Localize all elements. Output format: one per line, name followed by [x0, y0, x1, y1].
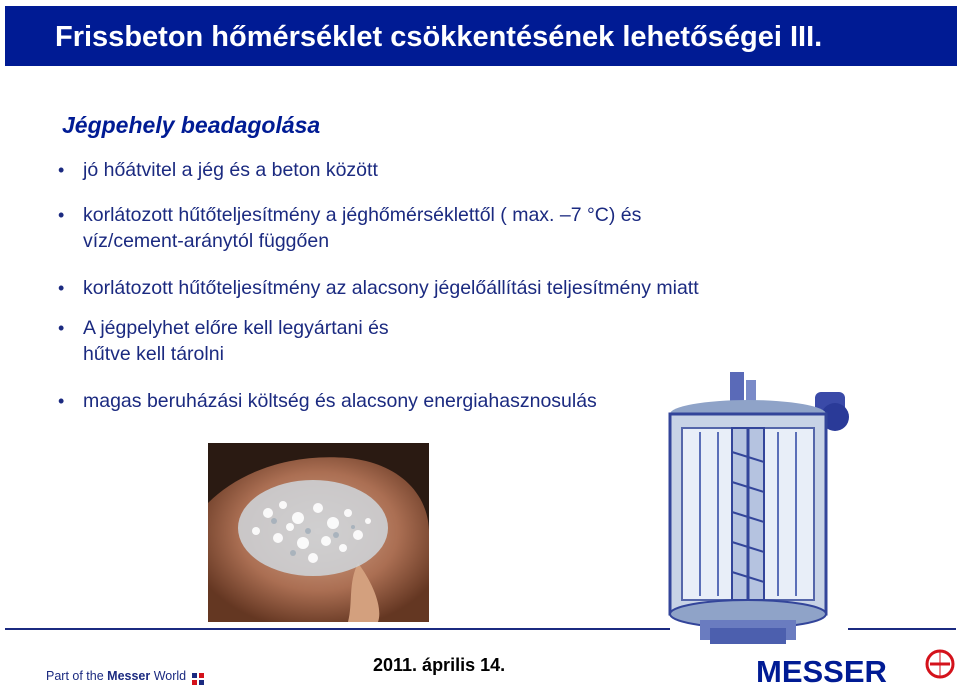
bullet-text-continued: hűtve kell tárolni	[83, 343, 224, 365]
messer-dots-icon	[192, 671, 212, 687]
ice-flakes-hand-photo	[208, 443, 429, 622]
bullet-text: • A jégpelyhet előre kell legyártani és	[83, 317, 389, 339]
tagline-suffix: World	[150, 669, 187, 683]
messer-logo	[756, 648, 956, 691]
bullet-item	[54, 315, 389, 367]
footer-date: 2011. április 14.	[373, 655, 506, 675]
bullet-text-continued: víz/cement-aránytól függően	[83, 230, 330, 252]
bullet-text: • korlátozott hűtőteljesítmény a jéghőmérséklettől ( max. –7 °C) és	[83, 204, 642, 226]
bullet-item	[54, 202, 641, 254]
footer-divider-right	[848, 628, 956, 630]
slide-title: Frissbeton hőmérséklet csökkentésének lehetőségei III.	[55, 21, 823, 53]
logo-text: MESSER	[756, 654, 887, 689]
tagline-brand: Messer	[107, 669, 151, 683]
footer-tagline	[46, 669, 186, 683]
bullet-text: • korlátozott hűtőteljesítmény az alacsony jégelőállítási teljesítmény miatt	[83, 277, 699, 299]
bullet-text: • magas beruházási költség és alacsony energiahasznosulás	[83, 390, 597, 412]
bullet-item	[54, 275, 699, 301]
slide-subtitle: Jégpehely beadagolása	[62, 112, 321, 138]
bullet-item	[54, 157, 378, 183]
bullet-item	[54, 388, 597, 414]
ice-machine-illustration	[660, 372, 860, 644]
bullet-text: • jó hőátvitel a jég és a beton között	[83, 159, 378, 181]
footer-divider-left	[5, 628, 670, 630]
messer-logo-icon	[924, 648, 956, 680]
title-bar	[5, 6, 957, 66]
tagline-prefix: Part of the	[46, 669, 108, 683]
